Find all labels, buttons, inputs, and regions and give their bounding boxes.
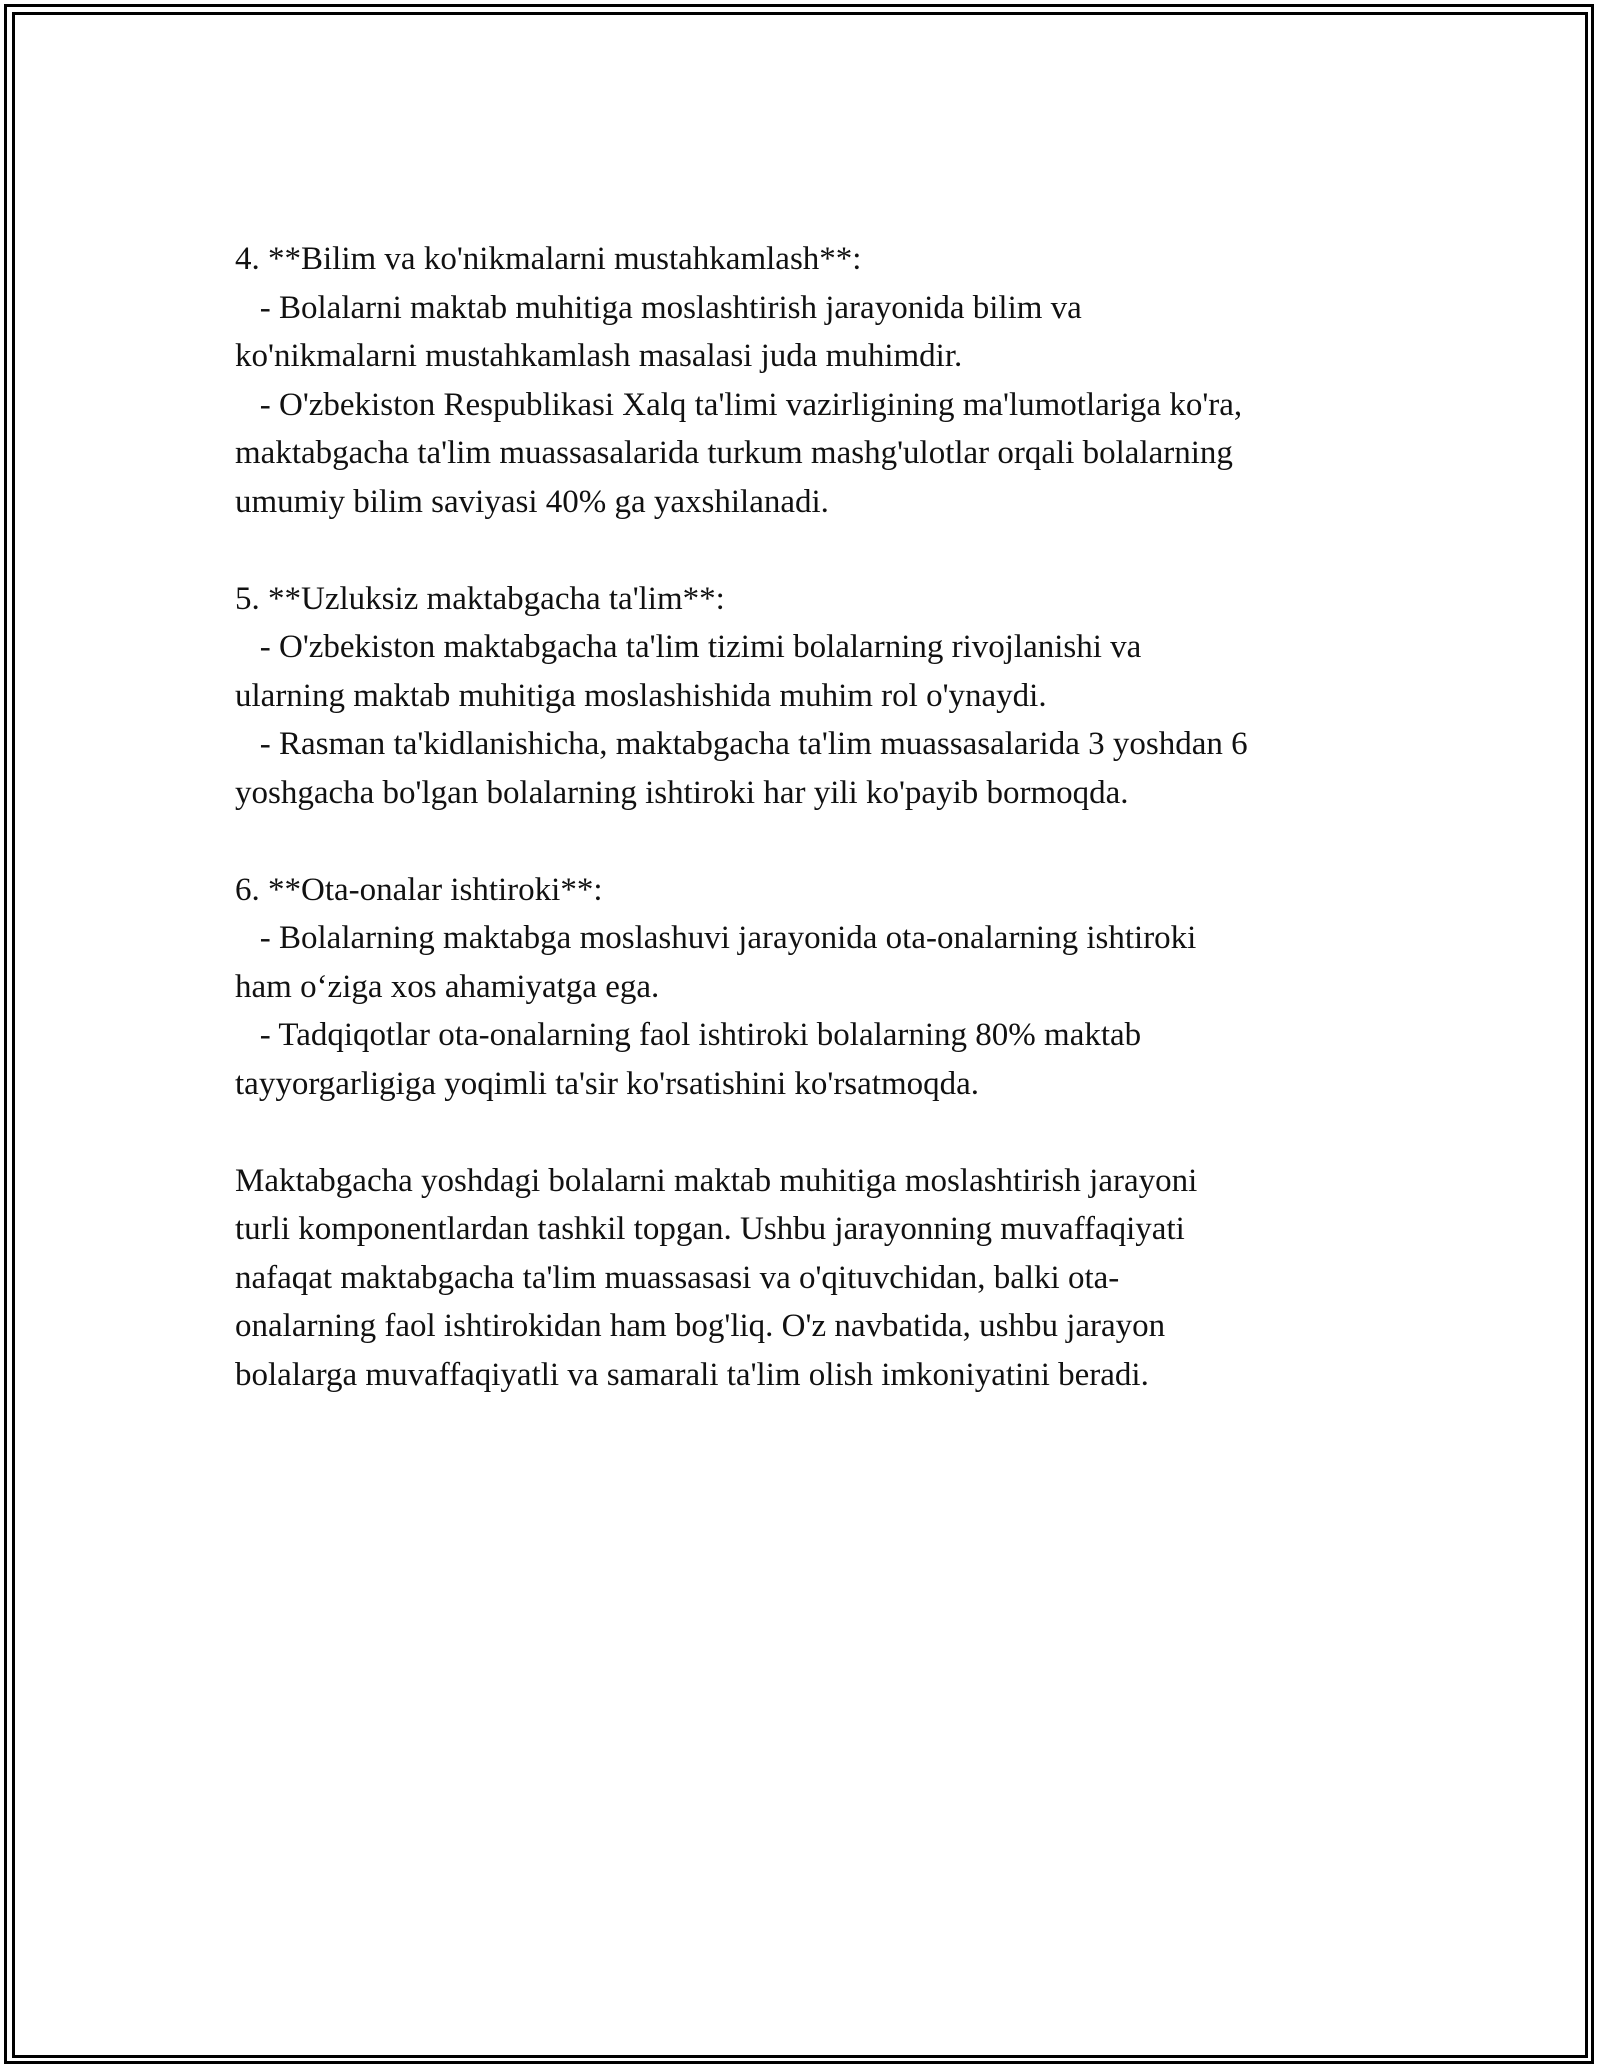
text-line: - Tadqiqotlar ota-onalarning faol ishtiroki bolalarning 80% maktab	[235, 1017, 1142, 1053]
paragraph-gap	[235, 817, 1375, 866]
text-line: ko'nikmalarni mustahkamlash masalasi juda muhimdir.	[235, 338, 963, 374]
conclusion-paragraph	[235, 1157, 1375, 1400]
section-6	[235, 866, 1375, 1109]
text-line: turli komponentlardan tashkil topgan. Ushbu jarayonning muvaffaqiyati	[235, 1211, 1185, 1247]
section-4	[235, 235, 1375, 526]
text-line: ham o‘ziga xos ahamiyatga ega.	[235, 968, 660, 1005]
text-line: onalarning faol ishtirokidan ham bog'liq. O'z navbatida, ushbu jarayon	[235, 1308, 1166, 1344]
document-body	[235, 235, 1375, 1399]
text-line: yoshgacha bo'lgan bolalarning ishtiroki har yili ko'payib bormoqda.	[235, 774, 1129, 811]
paragraph-gap	[235, 526, 1375, 575]
paragraph-gap	[235, 1108, 1375, 1157]
text-line: nafaqat maktabgacha ta'lim muassasasi va o'qituvchidan, balki ota-	[235, 1259, 1120, 1296]
text-line: - O'zbekiston Respublikasi Xalq ta'limi vazirligining ma'lumotlariga ko'ra,	[235, 386, 1243, 423]
section-heading: 6. **Ota-onalar ishtiroki**:	[235, 871, 603, 908]
text-line: - Bolalarni maktab muhitiga moslashtirish jarayonida bilim va	[235, 289, 1082, 326]
text-line: - Rasman ta'kidlanishicha, maktabgacha ta'lim muassasalarida 3 yoshdan 6	[235, 726, 1248, 762]
text-line: umumiy bilim saviyasi 40% ga yaxshilanadi.	[235, 483, 829, 520]
section-heading: 4. **Bilim va ko'nikmalarni mustahkamlash**:	[235, 241, 862, 277]
text-line: bolalarga muvaffaqiyatli va samarali ta'lim olish imkoniyatini beradi.	[235, 1356, 1149, 1393]
text-line: maktabgacha ta'lim muassasalarida turkum mashg'ulotlar orqali bolalarning	[235, 435, 1233, 471]
section-heading: 5. **Uzluksiz maktabgacha ta'lim**:	[235, 580, 725, 617]
text-line: Maktabgacha yoshdagi bolalarni maktab muhitiga moslashtirish jarayoni	[235, 1162, 1198, 1199]
text-line: - O'zbekiston maktabgacha ta'lim tizimi bolalarning rivojlanishi va	[235, 629, 1142, 665]
text-line: - Bolalarning maktabga moslashuvi jarayonida ota-onalarning ishtiroki	[235, 920, 1197, 956]
text-line: ularning maktab muhitiga moslashishida muhim rol o'ynaydi.	[235, 677, 1047, 714]
text-line: tayyorgarligiga yoqimli ta'sir ko'rsatishini ko'rsatmoqda.	[235, 1065, 980, 1102]
section-5	[235, 575, 1375, 818]
